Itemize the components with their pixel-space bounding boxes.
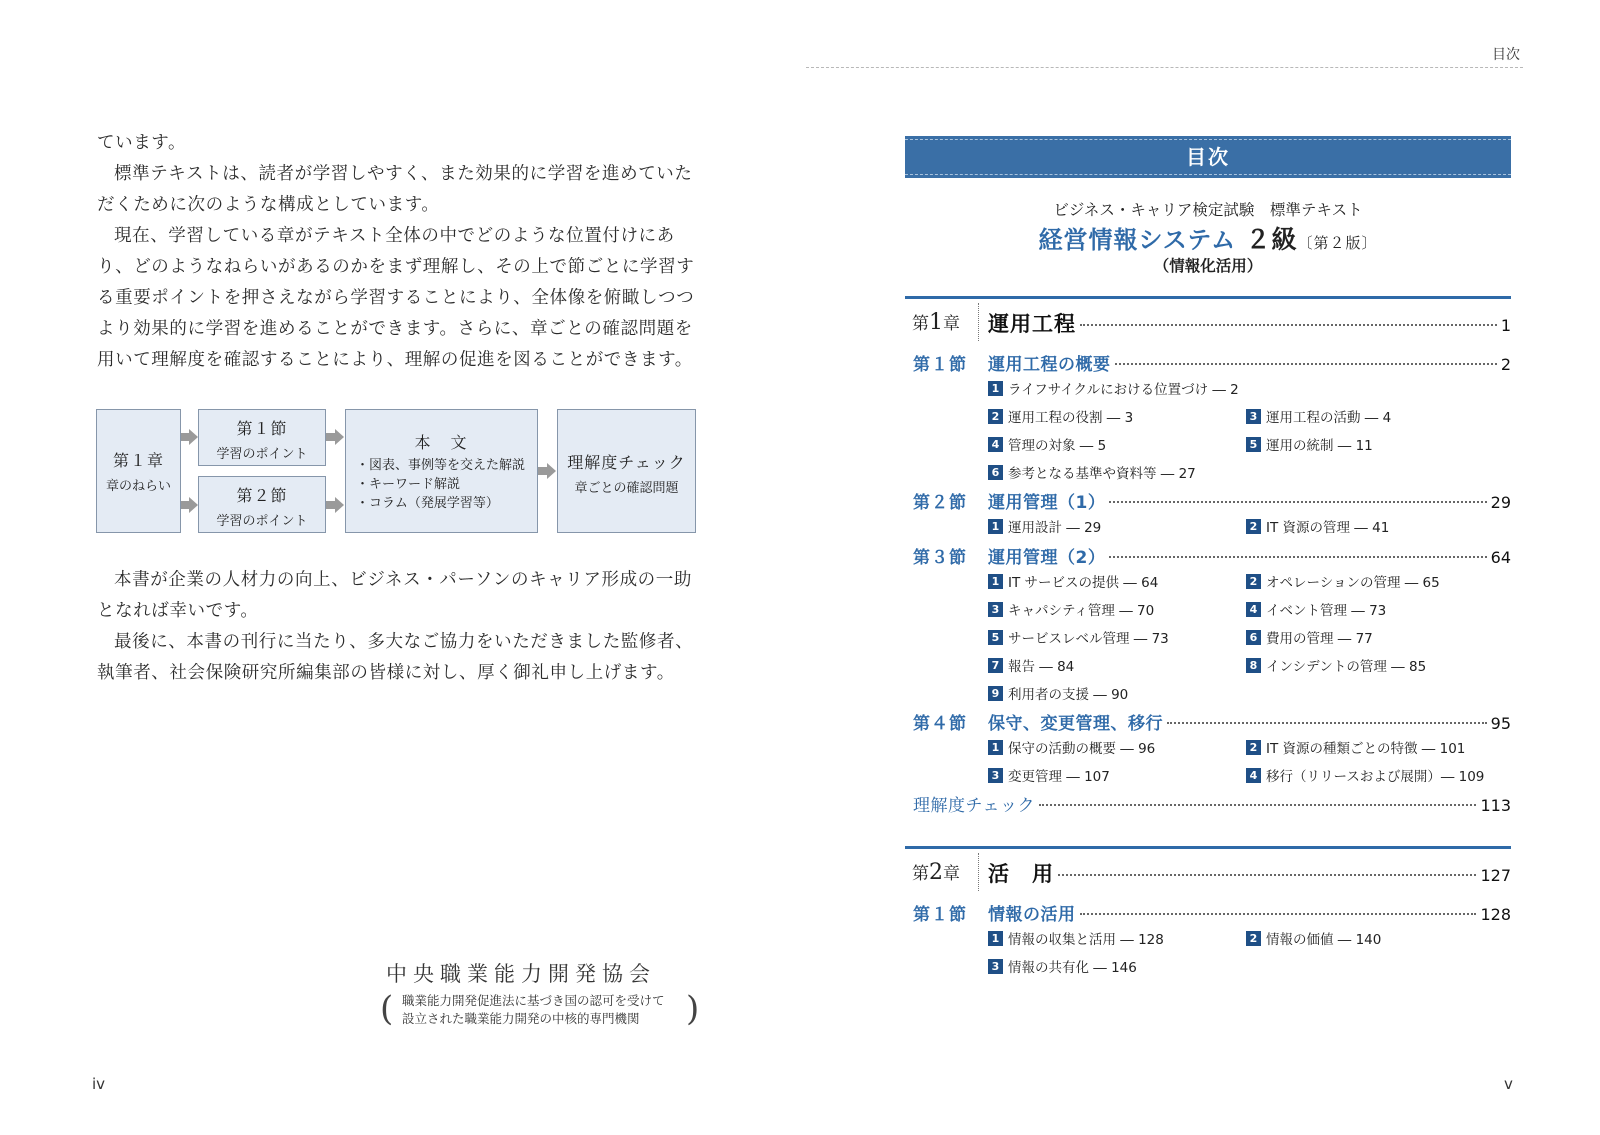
toc-item[interactable]: 1 運用設計 ― 29: [988, 516, 1101, 536]
page-number-left: iv: [92, 1075, 106, 1093]
toc-item[interactable]: 7 報告 ― 84: [988, 655, 1074, 675]
diagram-body-box: 本 文 ・図表、事例等を交えた解説 ・キーワード解説 ・コラム（発展学習等）: [345, 409, 538, 533]
leader-dots: [1109, 501, 1486, 503]
leader-dots: [1080, 324, 1497, 326]
toc-item[interactable]: 3 変更管理 ― 107: [988, 765, 1110, 785]
page-ref: 1: [1500, 316, 1511, 335]
paragraph: 標準テキストは、読者が学習しやすく、また効果的に学習を進めていただくために次のような構成としています。: [97, 164, 693, 215]
toc-item[interactable]: 3 キャパシティ管理 ― 70: [988, 599, 1154, 619]
toc-section[interactable]: 第４節 保守、変更管理、移行 95: [913, 714, 1511, 734]
toc-item[interactable]: 5 サービスレベル管理 ― 73: [988, 627, 1169, 647]
page-number-right: v: [1504, 1075, 1513, 1093]
book-title: 経営情報システム ２級〔第２版〕: [1038, 225, 1378, 254]
toc-item[interactable]: 8 インシデントの管理 ― 85: [1246, 655, 1426, 675]
paren-close: ): [686, 989, 700, 1029]
toc-item[interactable]: 2 運用工程の役割 ― 3: [988, 406, 1133, 426]
toc-chapter-1[interactable]: 第1章 運用工程 1: [905, 299, 1511, 343]
chapter-title: 活 用: [988, 862, 1054, 886]
toc-item[interactable]: 6 参考となる基準や資料等 ― 27: [988, 462, 1196, 482]
leader-dots: [1039, 804, 1476, 806]
diagram-section2-box: 第２節 学習のポイント: [198, 476, 326, 533]
toc-item[interactable]: 1 保守の活動の概要 ― 96: [988, 737, 1155, 757]
paragraph: ています。: [97, 133, 187, 153]
toc-banner: 目次: [905, 136, 1511, 178]
toc-item[interactable]: 3 運用工程の活動 ― 4: [1246, 406, 1391, 426]
toc-item[interactable]: 5 運用の統制 ― 11: [1246, 434, 1373, 454]
paragraph: 現在、学習している章がテキスト全体の中でどのような位置付けにあり、どのようなねらいがあるのかをまず理解し、その上で節ごとに学習する重要ポイントを押さえながら学習することにより、全体像を俯瞰しつつより効果的に学習を進めることができます。さらに、章ごとの確認問題を用いて理解度を確認することにより、理解の促進を図ることができます。: [97, 226, 695, 370]
closing-text: [97, 565, 695, 689]
toc-item[interactable]: 3 情報の共有化 ― 146: [988, 956, 1137, 976]
toc-section[interactable]: 第２節 運用管理（1） 29: [913, 493, 1511, 513]
paren-open: (: [380, 989, 394, 1029]
toc-section[interactable]: 第１節 運用工程の概要 2: [913, 355, 1511, 375]
leader-dots: [1167, 722, 1487, 724]
running-header: 目次: [1492, 47, 1520, 63]
toc-item[interactable]: 1 ライフサイクルにおける位置づけ ― 2: [988, 378, 1239, 398]
leader-dots: [1058, 874, 1476, 876]
toc-item[interactable]: 4 移行（リリースおよび展開）― 109: [1246, 765, 1484, 785]
intro-text: [97, 128, 695, 376]
toc-item[interactable]: 4 イベント管理 ― 73: [1246, 599, 1386, 619]
leader-dots: [1109, 556, 1486, 558]
association-description: 職業能力開発促進法に基づき国の認可を受けて 設立された職業能力開発の中核的専門機関: [402, 993, 665, 1026]
header-divider: [806, 67, 1523, 68]
leader-dots: [1080, 913, 1477, 915]
toc-item[interactable]: 6 費用の管理 ― 77: [1246, 627, 1373, 647]
toc-item[interactable]: 9 利用者の支援 ― 90: [988, 683, 1128, 703]
page-ref: 127: [1480, 866, 1511, 885]
leader-dots: [1115, 363, 1497, 365]
toc-item[interactable]: 2 IT 資源の種類ごとの特徴 ― 101: [1246, 737, 1465, 757]
toc-chapter-2[interactable]: 第2章 活 用 127: [905, 849, 1511, 893]
paragraph: 本書が企業の人材力の向上、ビジネス・パーソンのキャリア形成の一助となれば幸いです。: [97, 570, 692, 621]
toc-check[interactable]: 理解度チェック 113: [913, 796, 1511, 816]
paragraph: 最後に、本書の刊行に当たり、多大なご協力をいただきました監修者、執筆者、社会保険研究所編集部の皆様に対し、厚く御礼申し上げます。: [97, 632, 694, 683]
toc-item[interactable]: 4 管理の対象 ― 5: [988, 434, 1106, 454]
toc-item[interactable]: 1 IT サービスの提供 ― 64: [988, 571, 1158, 591]
toc-item[interactable]: 2 IT 資源の管理 ― 41: [1246, 516, 1389, 536]
toc-item[interactable]: 2 オペレーションの管理 ― 65: [1246, 571, 1440, 591]
toc-section[interactable]: 第３節 運用管理（2） 64: [913, 548, 1511, 568]
chapter-title: 運用工程: [988, 312, 1076, 336]
toc-item[interactable]: 1 情報の収集と活用 ― 128: [988, 928, 1164, 948]
association-name: 中央職業能力開発協会: [386, 962, 656, 986]
book-subtitle: （情報化活用）: [1153, 257, 1263, 275]
diagram-check-box: 理解度チェック 章ごとの確認問題: [557, 409, 696, 533]
toc-item[interactable]: 2 情報の価値 ― 140: [1246, 928, 1381, 948]
toc-section[interactable]: 第１節 情報の活用 128: [913, 905, 1511, 925]
book-series: ビジネス・キャリア検定試験 標準テキスト: [1053, 201, 1363, 219]
diagram-section1-box: 第１節 学習のポイント: [198, 409, 326, 466]
diagram-chapter-box: 第１章 章のねらい: [96, 409, 181, 533]
